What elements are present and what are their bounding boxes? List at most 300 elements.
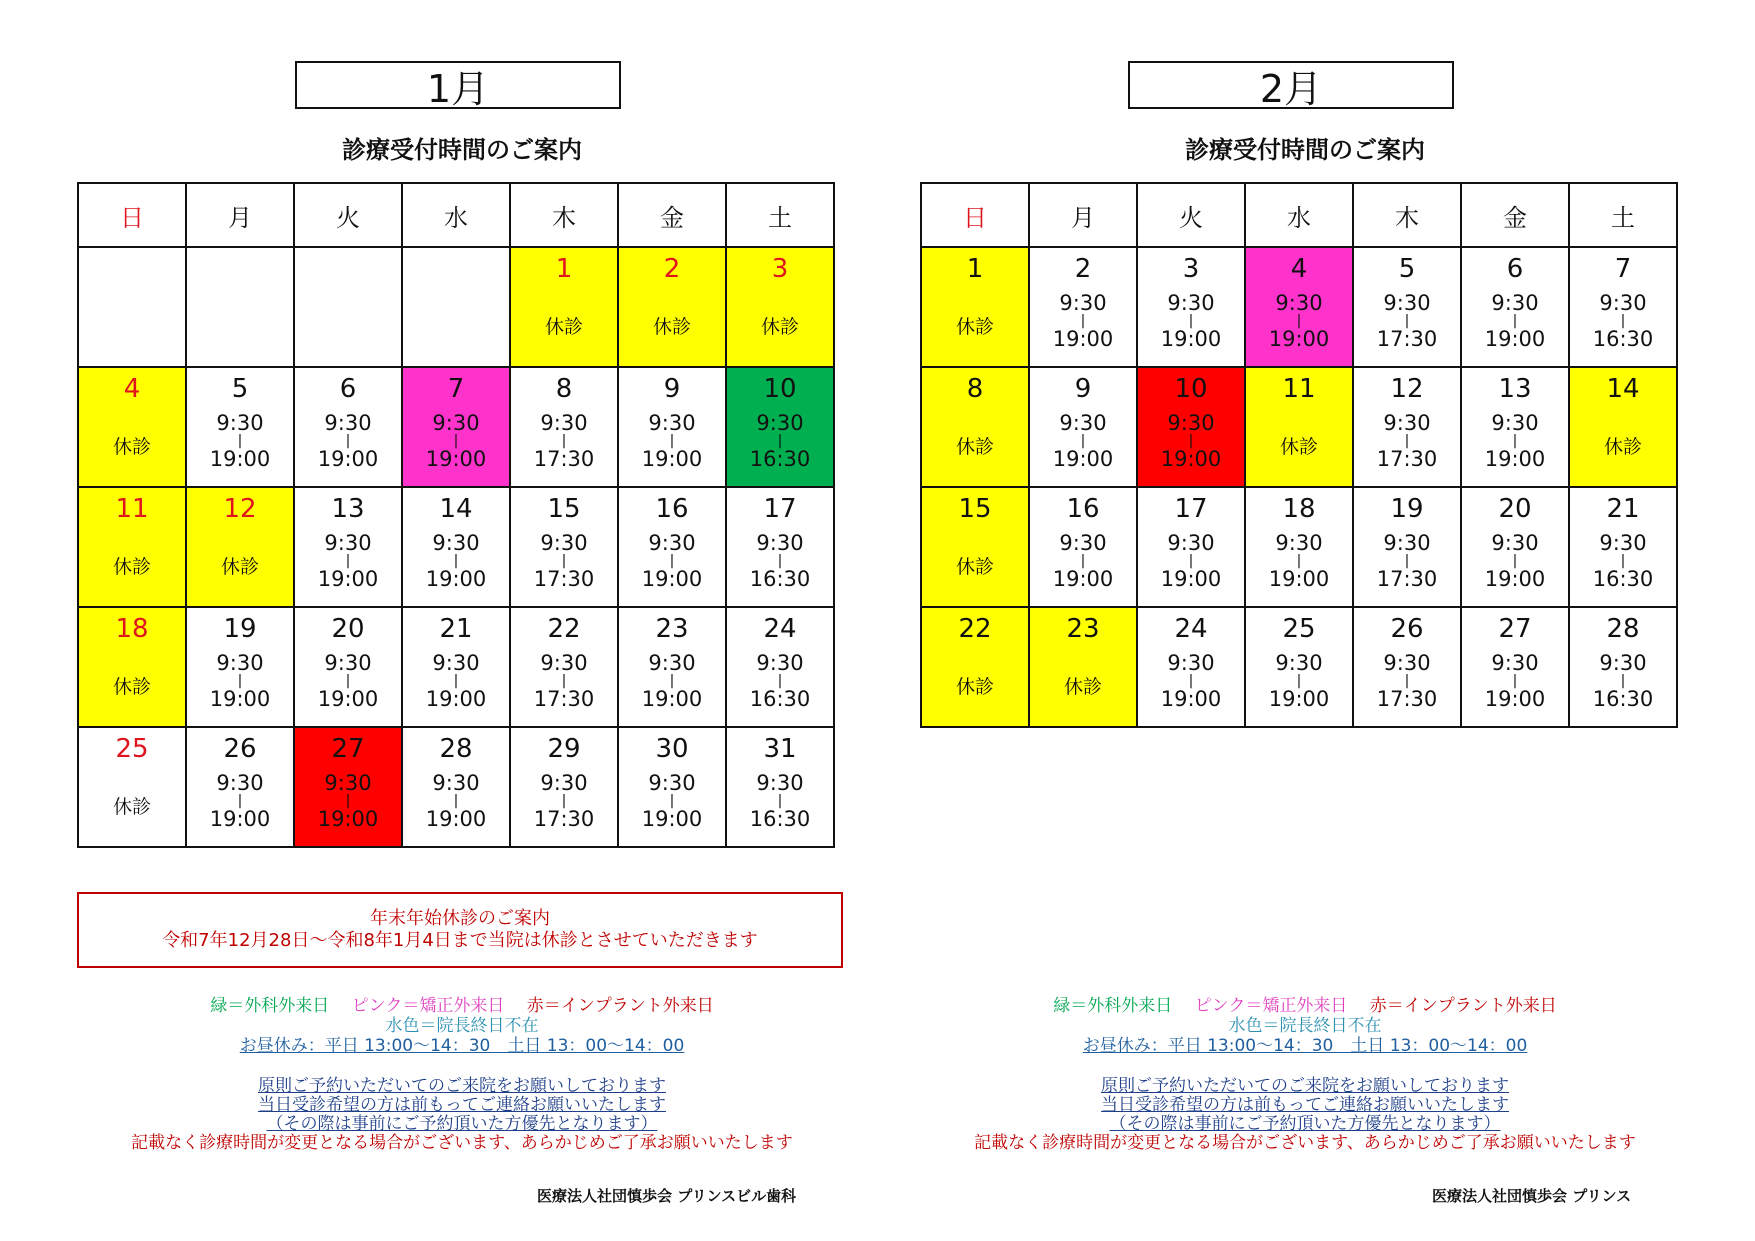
day-cell [726,487,834,607]
hours [511,772,617,830]
day-cell [402,727,510,847]
hours [1246,652,1352,710]
open-time: 9:30 [1491,411,1539,435]
rule-line-3: （その際は事前にご予約頂いた方優先となります） [1109,1114,1501,1134]
hours [1462,532,1568,590]
calendar-body-february [921,247,1677,727]
day-number: 6 [339,374,357,404]
close-time: 17:30 [1376,567,1438,591]
open-time: 9:30 [756,651,804,675]
day-number: 13 [331,494,365,524]
hours [1462,412,1568,470]
day-cell [726,727,834,847]
time-separator: | [1188,673,1194,689]
day-cell [1353,487,1461,607]
empty-day-cell [78,247,186,367]
day-cell [726,607,834,727]
day-number: 8 [966,374,984,404]
week-row [921,247,1677,367]
close-time: 19:00 [425,447,487,471]
empty-day-cell [294,247,402,367]
rule-line-2: 当日受診希望の方は前もってご連絡お願いいたします [258,1095,666,1115]
day-number: 5 [231,374,249,404]
hours [403,652,509,710]
calendar-january [77,182,835,848]
week-row [78,487,834,607]
hours [727,772,833,830]
weekday-header-row [921,183,1677,247]
weekday-sat: 土 [726,183,834,247]
day-number: 18 [1282,494,1316,524]
close-time: 19:00 [317,687,379,711]
day-cell [1029,247,1137,367]
time-separator: | [1620,553,1626,569]
close-time: 19:00 [317,807,379,831]
day-number: 19 [223,614,257,644]
day-number: 12 [223,494,257,524]
time-separator: | [777,793,783,809]
time-separator: | [1080,553,1086,569]
legend-january [77,996,847,1056]
day-cell [1353,247,1461,367]
open-time: 9:30 [648,651,696,675]
time-separator: | [1620,673,1626,689]
february-panel [920,0,1690,1241]
close-time: 16:30 [1592,687,1654,711]
time-separator: | [345,673,351,689]
day-number: 17 [763,494,797,524]
close-time: 19:00 [1484,447,1546,471]
day-number: 26 [1390,614,1424,644]
hours [1462,652,1568,710]
day-cell [1461,487,1569,607]
day-number: 22 [958,614,992,644]
open-time: 9:30 [1059,291,1107,315]
hours [403,532,509,590]
open-time: 9:30 [1167,291,1215,315]
time-separator: | [1296,553,1302,569]
day-number: 15 [547,494,581,524]
day-number: 25 [1282,614,1316,644]
time-separator: | [345,793,351,809]
day-number: 8 [555,374,573,404]
hours [187,652,293,710]
hours [403,412,509,470]
hours [1354,292,1460,350]
weekday-wed: 水 [402,183,510,247]
close-time: 19:00 [641,687,703,711]
subtitle-february: 診療受付時間のご案内 [1185,136,1425,164]
day-cell [402,487,510,607]
time-separator: | [1296,313,1302,329]
day-cell [921,487,1029,607]
day-number: 16 [1066,494,1100,524]
hours [727,652,833,710]
close-time: 19:00 [1052,567,1114,591]
open-time: 9:30 [756,411,804,435]
close-time: 19:00 [1268,687,1330,711]
day-number: 10 [763,374,797,404]
time-separator: | [453,673,459,689]
week-row [78,727,834,847]
day-cell [1137,487,1245,607]
close-time: 19:00 [425,567,487,591]
hours [1354,412,1460,470]
day-cell [510,727,618,847]
day-cell [618,607,726,727]
day-number: 9 [663,374,681,404]
hours [295,412,401,470]
day-number: 12 [1390,374,1424,404]
weekday-tue: 火 [1137,183,1245,247]
close-time: 17:30 [1376,687,1438,711]
open-time: 9:30 [540,411,588,435]
legend-pink: ピンク＝矯正外来日 [1194,996,1348,1016]
close-time: 19:00 [1160,327,1222,351]
hours [619,772,725,830]
close-time: 19:00 [1268,567,1330,591]
hours [1354,652,1460,710]
week-row [78,367,834,487]
closed-label: 休診 [955,316,994,338]
day-cell [186,607,294,727]
legend-water: 水色＝院長終日不在 [385,1016,539,1036]
open-time: 9:30 [756,531,804,555]
day-number: 23 [1066,614,1100,644]
close-time: 16:30 [749,687,811,711]
weekday-thu: 木 [510,183,618,247]
legend-row [920,996,1690,1016]
time-separator: | [561,433,567,449]
day-cell [1137,607,1245,727]
notice-body: 令和7年12月28日～令和8年1月4日まで当院は休診とさせていただきます [162,930,758,951]
close-time: 16:30 [1592,567,1654,591]
open-time: 9:30 [540,771,588,795]
day-cell [1029,607,1137,727]
weekday-thu: 木 [1353,183,1461,247]
day-number: 21 [1606,494,1640,524]
open-time: 9:30 [1167,531,1215,555]
day-number: 3 [1182,254,1200,284]
day-cell [618,247,726,367]
hours [1246,292,1352,350]
day-number: 14 [1606,374,1640,404]
day-cell [294,487,402,607]
day-number: 14 [439,494,473,524]
time-separator: | [453,793,459,809]
open-time: 9:30 [1491,651,1539,675]
day-cell [1569,367,1677,487]
hours [1030,292,1136,350]
hours [1138,292,1244,350]
time-separator: | [669,673,675,689]
closed-label: 休診 [1279,436,1318,458]
legend-green: 緑＝外科外来日 [1053,996,1173,1016]
time-separator: | [1404,313,1410,329]
time-separator: | [1188,553,1194,569]
day-cell [78,487,186,607]
hours [1138,652,1244,710]
weekday-mon: 月 [1029,183,1137,247]
day-cell [618,487,726,607]
legend-red: 赤＝インプラント外来日 [1369,996,1557,1016]
day-number: 13 [1498,374,1532,404]
close-time: 17:30 [1376,327,1438,351]
open-time: 9:30 [648,531,696,555]
day-cell [78,607,186,727]
open-time: 9:30 [1383,651,1431,675]
day-cell [921,607,1029,727]
day-number: 23 [655,614,689,644]
hours [619,412,725,470]
day-number: 25 [115,734,149,764]
open-time: 9:30 [648,771,696,795]
time-separator: | [669,433,675,449]
day-number: 9 [1074,374,1092,404]
open-time: 9:30 [432,531,480,555]
open-time: 9:30 [1599,531,1647,555]
day-number: 11 [1282,374,1316,404]
legend-lunch: お昼休み：平日 13:00～14：30 土日 13：00～14：00 [239,1036,685,1056]
open-time: 9:30 [540,531,588,555]
closed-label: 休診 [955,556,994,578]
close-time: 17:30 [533,447,595,471]
open-time: 9:30 [216,771,264,795]
rule-line-4: 記載なく診療時間が変更となる場合がございます、あらかじめご了承お願いいたします [131,1133,793,1153]
day-number: 30 [655,734,689,764]
open-time: 9:30 [324,771,372,795]
week-row [921,367,1677,487]
day-number: 27 [331,734,365,764]
hours [1570,292,1676,350]
day-number: 15 [958,494,992,524]
time-separator: | [561,793,567,809]
day-number: 19 [1390,494,1424,524]
close-time: 16:30 [749,807,811,831]
rules-february [920,1077,1690,1153]
calendar-february [920,182,1678,728]
day-cell [510,247,618,367]
closed-label: 休診 [955,676,994,698]
time-separator: | [345,433,351,449]
calendar-body-january [78,247,834,847]
time-separator: | [1404,553,1410,569]
time-separator: | [453,433,459,449]
legend-pink: ピンク＝矯正外来日 [351,996,505,1016]
time-separator: | [669,793,675,809]
legend-row [77,996,847,1016]
rule-line-1: 原則ご予約いただいてのご来院をお願いしております [258,1076,666,1096]
hours [727,532,833,590]
weekday-mon: 月 [186,183,294,247]
time-separator: | [1512,673,1518,689]
open-time: 9:30 [216,411,264,435]
open-time: 9:30 [1491,531,1539,555]
close-time: 19:00 [209,447,271,471]
open-time: 9:30 [1059,531,1107,555]
open-time: 9:30 [432,411,480,435]
closed-label: 休診 [1603,436,1642,458]
time-separator: | [1620,313,1626,329]
close-time: 19:00 [1484,567,1546,591]
time-separator: | [561,553,567,569]
legend-red: 赤＝インプラント外来日 [526,996,714,1016]
hours [295,652,401,710]
year-end-notice [77,892,843,968]
close-time: 19:00 [1160,687,1222,711]
time-separator: | [669,553,675,569]
day-cell [1029,367,1137,487]
week-row [78,247,834,367]
close-time: 19:00 [641,567,703,591]
close-time: 19:00 [641,447,703,471]
day-cell [921,367,1029,487]
day-cell [186,727,294,847]
hours [1030,532,1136,590]
day-cell [402,367,510,487]
close-time: 19:00 [1052,447,1114,471]
month-title-january: 1月 [295,61,621,109]
day-cell [186,487,294,607]
rule-line-3: （その際は事前にご予約頂いた方優先となります） [266,1114,658,1134]
day-cell [1569,487,1677,607]
close-time: 19:00 [209,687,271,711]
day-cell [78,367,186,487]
time-separator: | [1404,433,1410,449]
open-time: 9:30 [216,651,264,675]
day-cell [1461,607,1569,727]
close-time: 16:30 [1592,327,1654,351]
legend-green: 緑＝外科外来日 [210,996,330,1016]
close-time: 19:00 [1484,687,1546,711]
day-number: 24 [763,614,797,644]
closed-label: 休診 [652,316,691,338]
time-separator: | [1080,313,1086,329]
day-cell [510,367,618,487]
close-time: 19:00 [317,567,379,591]
day-cell [921,247,1029,367]
weekday-sun: 日 [78,183,186,247]
hours [403,772,509,830]
open-time: 9:30 [1383,291,1431,315]
day-cell [1353,367,1461,487]
weekday-fri: 金 [618,183,726,247]
close-time: 17:30 [1376,447,1438,471]
weekday-header-row [78,183,834,247]
hours [1138,412,1244,470]
hours [1570,652,1676,710]
day-number: 7 [447,374,465,404]
close-time: 19:00 [1160,567,1222,591]
day-number: 5 [1398,254,1416,284]
empty-day-cell [186,247,294,367]
closed-label: 休診 [112,556,151,578]
closed-label: 休診 [112,676,151,698]
open-time: 9:30 [1491,291,1539,315]
close-time: 16:30 [749,567,811,591]
day-number: 1 [966,254,984,284]
day-cell [294,607,402,727]
open-time: 9:30 [540,651,588,675]
close-time: 16:30 [749,447,811,471]
day-cell [1029,487,1137,607]
time-separator: | [1188,433,1194,449]
week-row [921,607,1677,727]
day-cell [1245,247,1353,367]
day-number: 2 [663,254,681,284]
day-cell [186,367,294,487]
hours [1246,532,1352,590]
day-number: 1 [555,254,573,284]
day-number: 20 [1498,494,1532,524]
close-time: 19:00 [1160,447,1222,471]
weekday-sun: 日 [921,183,1029,247]
rule-line-2: 当日受診希望の方は前もってご連絡お願いいたします [1101,1095,1509,1115]
open-time: 9:30 [324,531,372,555]
day-cell [294,727,402,847]
time-separator: | [561,673,567,689]
open-time: 9:30 [1599,651,1647,675]
day-cell [1461,247,1569,367]
open-time: 9:30 [1383,531,1431,555]
closed-label: 休診 [220,556,259,578]
rule-line-1: 原則ご予約いただいてのご来院をお願いしております [1101,1076,1509,1096]
close-time: 17:30 [533,687,595,711]
open-time: 9:30 [1167,411,1215,435]
time-separator: | [237,433,243,449]
open-time: 9:30 [324,411,372,435]
time-separator: | [777,433,783,449]
legend-february [920,996,1690,1056]
rule-line-4: 記載なく診療時間が変更となる場合がございます、あらかじめご了承お願いいたします [974,1133,1636,1153]
closed-label: 休診 [112,436,151,458]
day-cell [294,367,402,487]
day-number: 11 [115,494,149,524]
hours [1570,532,1676,590]
time-separator: | [1296,673,1302,689]
day-number: 22 [547,614,581,644]
weekday-sat: 土 [1569,183,1677,247]
hours [511,652,617,710]
day-cell [726,247,834,367]
day-number: 18 [115,614,149,644]
time-separator: | [345,553,351,569]
hours [1030,412,1136,470]
day-number: 29 [547,734,581,764]
closed-label: 休診 [760,316,799,338]
open-time: 9:30 [648,411,696,435]
close-time: 19:00 [209,807,271,831]
day-number: 7 [1614,254,1632,284]
time-separator: | [1512,553,1518,569]
hours [295,532,401,590]
day-cell [1245,487,1353,607]
closed-label: 休診 [112,796,151,818]
day-number: 27 [1498,614,1532,644]
open-time: 9:30 [1275,651,1323,675]
day-number: 2 [1074,254,1092,284]
open-time: 9:30 [756,771,804,795]
day-number: 17 [1174,494,1208,524]
time-separator: | [1512,433,1518,449]
notice-title: 年末年始休診のご案内 [370,908,550,929]
day-cell [1137,367,1245,487]
clinic-name-right: 医療法人社団慎歩会 プリンス [1432,1187,1632,1205]
open-time: 9:30 [1167,651,1215,675]
hours [1354,532,1460,590]
weekday-tue: 火 [294,183,402,247]
rules-january [77,1077,847,1153]
